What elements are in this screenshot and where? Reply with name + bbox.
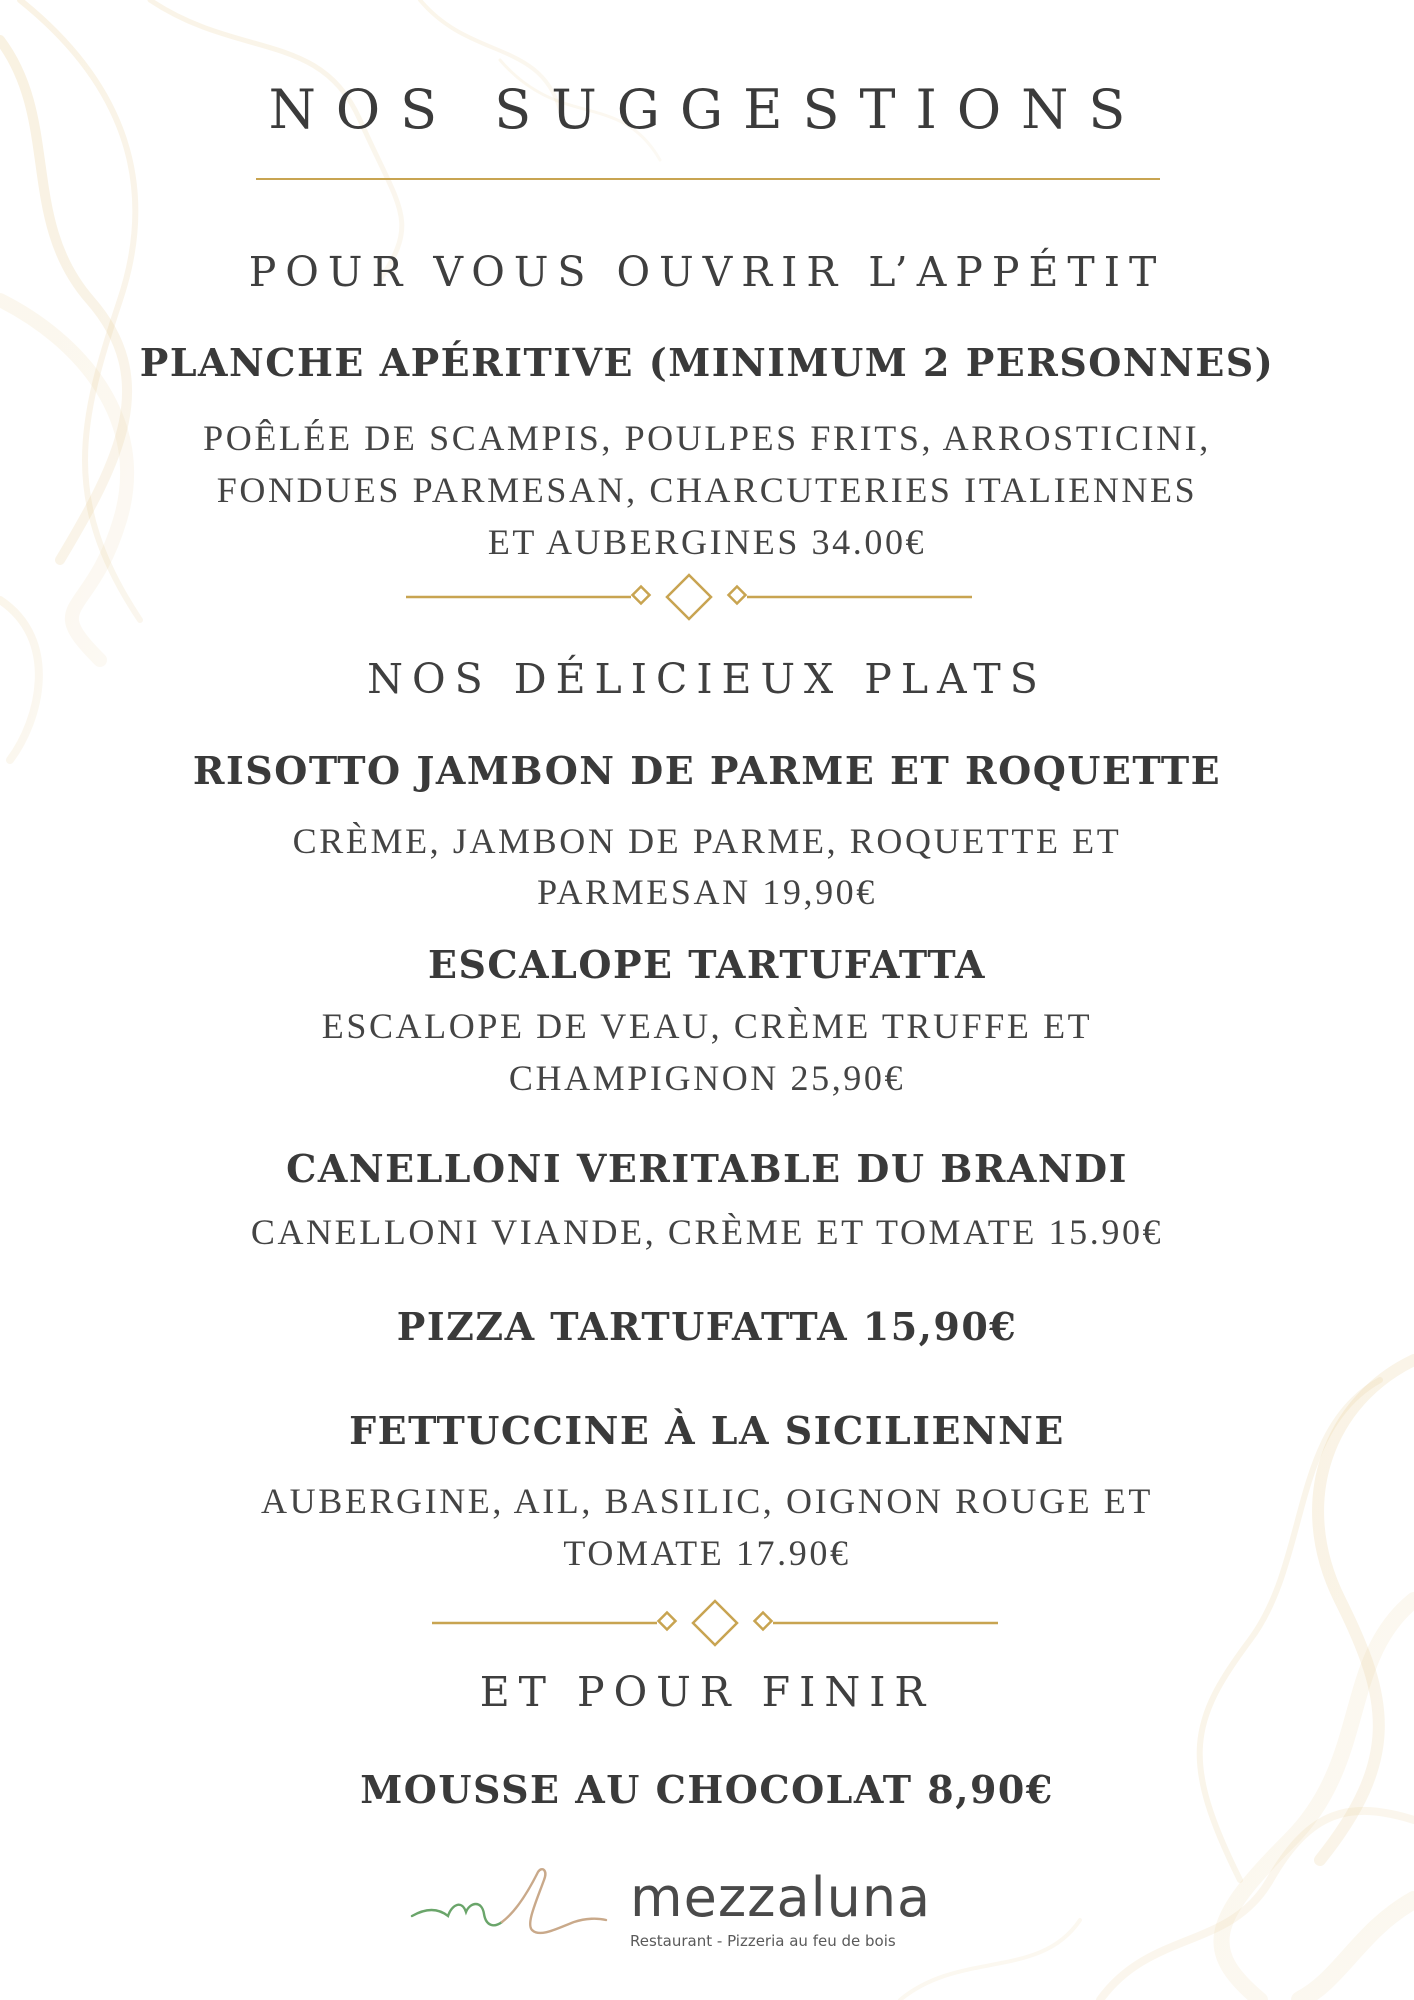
section-heading-dessert: ET POUR FINIR (479, 1668, 935, 1716)
dish-description: FONDUES PARMESAN, CHARCUTERIES ITALIENNES (216, 470, 1198, 510)
dish-name: MOUSSE AU CHOCOLAT 8,90€ (360, 1767, 1054, 1812)
dish-description: CRÈME, JAMBON DE PARME, ROQUETTE ET (292, 821, 1122, 861)
dish-name: PIZZA TARTUFATTA 15,90€ (396, 1304, 1018, 1349)
dish-description: ESCALOPE DE VEAU, CRÈME TRUFFE ET (321, 1006, 1093, 1046)
diamond-divider (432, 1599, 998, 1647)
restaurant-logo (408, 1866, 948, 1966)
brand-tagline: Restaurant - Pizzeria au feu de bois (630, 1932, 896, 1950)
ml-monogram-icon (408, 1866, 608, 1946)
dish-description: AUBERGINE, AIL, BASILIC, OIGNON ROUGE ET (261, 1481, 1153, 1521)
dish-description: POÊLÉE DE SCAMPIS, POULPES FRITS, ARROSTICINI, (203, 418, 1211, 458)
dish-description: TOMATE 17.90€ (563, 1533, 851, 1573)
dish-description: CHAMPIGNON 25,90€ (508, 1058, 906, 1098)
title-underline (256, 178, 1160, 180)
section-heading-appetizers: POUR VOUS OUVRIR L’APPÉTIT (248, 248, 1166, 296)
dish-description: ET AUBERGINES 34.00€ (487, 522, 927, 562)
diamond-divider (406, 573, 972, 621)
dish-description: CANELLONI VIANDE, CRÈME ET TOMATE 15.90€ (250, 1212, 1164, 1252)
section-heading-main-dishes: NOS DÉLICIEUX PLATS (367, 655, 1047, 703)
dish-name: CANELLONI VERITABLE DU BRANDI (286, 1146, 1128, 1191)
dish-description: PARMESAN 19,90€ (537, 872, 877, 912)
dish-name: FETTUCCINE À LA SICILIENNE (349, 1408, 1065, 1453)
dish-name: RISOTTO JAMBON DE PARME ET ROQUETTE (192, 748, 1222, 793)
brand-name: mezzaluna (630, 1866, 932, 1929)
dish-name: PLANCHE APÉRITIVE (MINIMUM 2 PERSONNES) (139, 340, 1275, 385)
dish-name: ESCALOPE TARTUFATTA (428, 942, 986, 987)
page-title: NOS SUGGESTIONS (268, 78, 1146, 141)
